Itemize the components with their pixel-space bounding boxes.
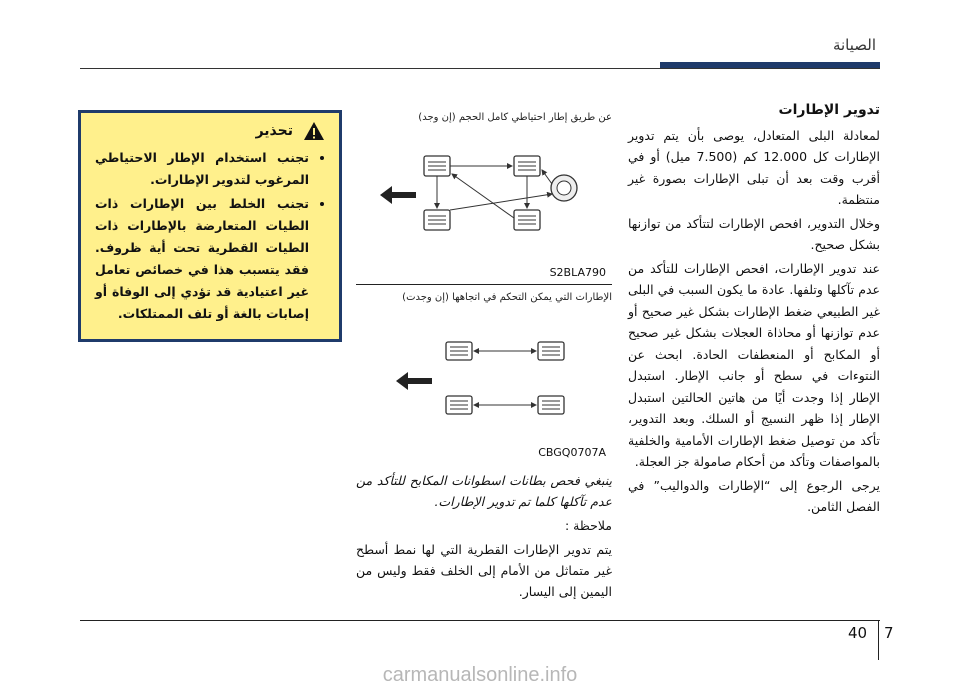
- paragraph-4: يرجى الرجوع إلى “الإطارات والدواليب” في الفصل الثامن.: [628, 477, 880, 514]
- paragraph-2: وخلال التدوير، افحص الإطارات لتتأكد من توازنها بشكل صحيح.: [628, 215, 880, 252]
- footer-rule: [80, 620, 880, 621]
- warning-triangle-icon: [303, 121, 325, 141]
- paragraph-1: لمعادلة البلى المتعادل، يوصى بأن يتم تدوير الإطارات كل 12.000 كم (7.500 ميل) أو في أقرب وقت بعد أن تبلى الإطارات بصورة غير منتظمة.: [628, 127, 880, 207]
- diagram-separator: [356, 284, 612, 285]
- diagram-2-title: الإطارات التي يمكن التحكم في اتجاهها (إن وجدت): [402, 292, 612, 303]
- warning-title: تحذير: [255, 123, 293, 139]
- watermark-text: carmanualsonline.info: [382, 664, 578, 686]
- paragraph-3: عند تدوير الإطارات، افحص الإطارات للتأكد من عدم تآكلها وتلفها. عادة ما يكون السبب في البلى غير الطبيعي ضغط الإطارات بشكل غير صحيح أو عدم توازنها أو محاذاة العجلات بشكل غير صحيح أو المكابح أو المنعطفات الحادة. ابحث عن النتوءات في سطح أو جانب الإطار. استبدل الإطار إذا وجدت أيًا من هاتين الحالتين استبدل الإطار إذا ظهر النسيج أو السلك. وبعد التدوير، تأكد من توصيل ضغط الإطارات الأمامية والخلفية بالمواصفات وتأكد من أحكام صامولة جز العجلة.: [628, 260, 880, 469]
- note-body: يتم تدوير الإطارات القطرية التي لها نمط أسطح غير متماثل من الأمام إلى الخلف فقط وليس من اليمين إلى اليسار.: [356, 542, 612, 599]
- warning-box: [78, 110, 342, 342]
- full-size-spare-rotation-diagram: [376, 140, 596, 250]
- diagram-1-title: عن طريق إطار احتياطي كامل الحجم (إن وجد): [418, 112, 612, 123]
- warning-heading: [95, 121, 325, 141]
- footer-divider: [878, 620, 879, 660]
- warning-item-1: • تجنب استخدام الإطار الاحتياطي المرغوب لتدوير الإطارات.: [95, 147, 309, 191]
- warning-item-2: • تجنب الخلط بين الإطارات ذات الطيات المتعارضة بالإطارات ذات الطيات القطرية تحت أية ظروف. فقد يتسبب هذا في خصائص تعامل غير اعتيادية قد تؤدي إلى الوفاة أو إصابات بالغة أو تلف الممتلكات.: [95, 193, 309, 325]
- page-header-title: الصيانة: [832, 36, 876, 54]
- chapter-number: 7: [884, 624, 894, 642]
- brake-note-section: [356, 470, 612, 605]
- tire-rotation-section: [628, 100, 880, 520]
- section-heading: تدوير الإطارات: [778, 102, 880, 118]
- page-number: 40: [848, 624, 868, 642]
- note-label: ملاحظة :: [564, 518, 612, 533]
- brake-lining-note: ينبغي فحص بطانات اسطوانات المكابح للتأكد من عدم تآكلها كلما تم تدوير الإطارات.: [356, 473, 612, 509]
- diagram-2-code: CBGQ0707A: [538, 446, 606, 459]
- diagram-1-code: S2BLA790: [549, 266, 606, 279]
- header-rule: [80, 68, 880, 69]
- warning-list: [95, 147, 325, 325]
- directional-tire-rotation-diagram: [376, 334, 596, 434]
- rotation-diagrams: [356, 112, 612, 462]
